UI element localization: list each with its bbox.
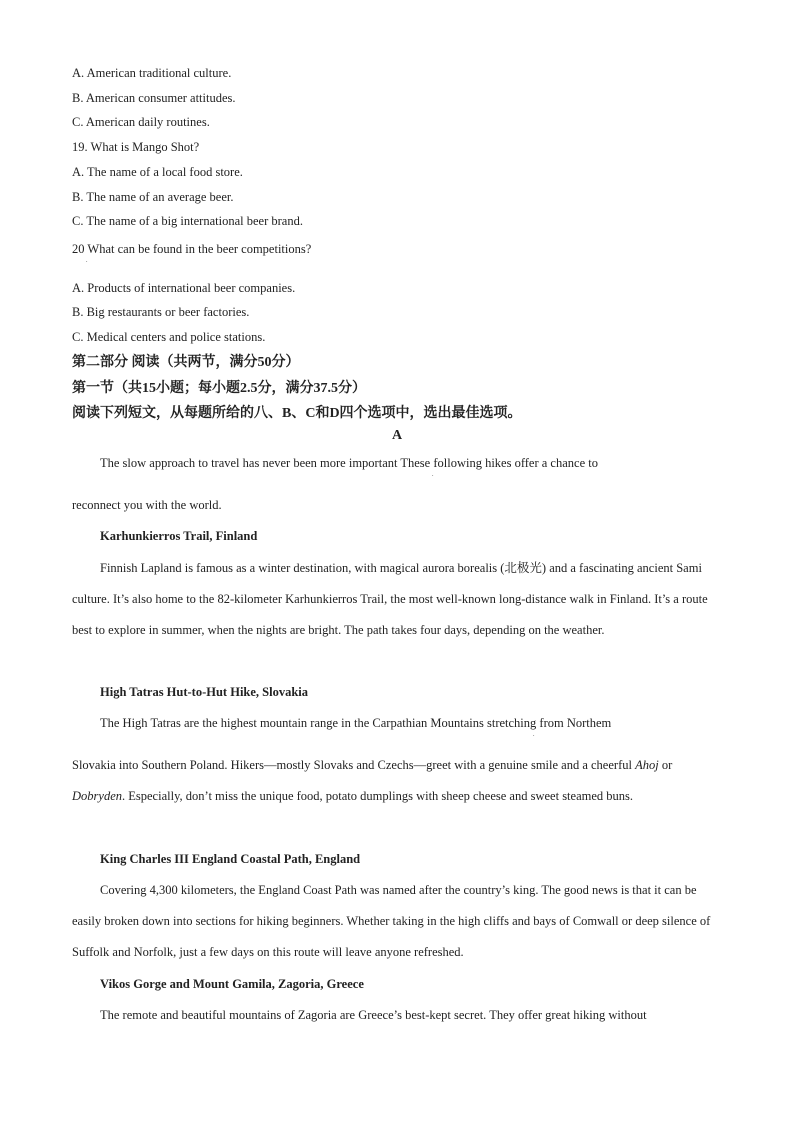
option-b-prev: B. American consumer attitudes. — [72, 91, 236, 105]
option-c-prev: C. American daily routines. — [72, 115, 210, 129]
section-subtitle: 第一节（共15小题；每小题2.5分，满分37.5分） — [72, 381, 366, 396]
trail-title-greece: Vikos Gorge and Mount Gamila, Zagoria, Greece — [100, 977, 364, 991]
trail-paragraph: Finnish Lapland is famous as a winter destination, with magical aurora borealis (北极光) and a fascinating ancient Sami culture. It’s also home to the 82-kilometer Karhunkierros Trail, the most well-known long-distance walk in Finland. It’s a route best to explore in summer, when the nights are bright. The path takes four days, depending on the weather. — [72, 561, 708, 637]
passage-label: A — [391, 428, 403, 443]
question-19: 19. What is Mango Shot? — [72, 140, 200, 154]
greeting-ahoj: Ahoj — [635, 758, 659, 772]
q19-option-c: C. The name of a big international beer brand. — [72, 214, 303, 228]
trail-paragraph: The remote and beautiful mountains of Zagoria are Greece’s best-kept secret. They offer great hiking without — [100, 1008, 647, 1022]
part-title: 第二部分 阅读（共两节，满分50分） — [72, 355, 300, 370]
trail-text-slovakia-line1: The High Tatras are the highest mountain range in the Carpathian Mountains stretching from Northem — [100, 716, 612, 730]
q20-option-b: B. Big restaurants or beer factories. — [72, 305, 250, 319]
trail-title-slovakia: High Tatras Hut-to-Hut Hike, Slovakia — [100, 685, 309, 699]
question-20: 20 What can be found in the beer competitions? — [72, 242, 312, 256]
punctuation-dot: . — [533, 732, 535, 738]
trail-title-finland: Karhunkierros Trail, Finland — [100, 529, 258, 543]
trail-text-greece — [72, 1000, 722, 1031]
or-word: or — [658, 758, 673, 772]
punctuation-dot: . — [432, 472, 434, 478]
q20-option-a: A. Products of international beer companies. — [72, 281, 296, 295]
passage-intro-line2: reconnect you with the world. — [72, 498, 222, 512]
passage-intro-line1: The slow approach to travel has never been more important These following hikes offer a chance to — [100, 456, 598, 470]
trail-paragraph: Covering 4,300 kilometers, the England Coast Path was named after the country’s king. The good news is that it can be easily broken down into sections for hiking beginners. Whether taking in the high cliffs and bays of Comwall or deep silence of Suffolk and Norfolk, just a few days on this route will leave anyone refreshed. — [72, 883, 711, 959]
section-instruction: 阅读下列短文，从每题所给的八、B、C和D四个选项中，选出最佳选项。 — [72, 406, 522, 421]
trail-paragraph-b: . Especially, don’t miss the unique food, potato dumplings with sheep cheese and sweet steamed buns. — [122, 789, 634, 803]
trail-text-slovakia — [72, 750, 722, 812]
trail-paragraph-a: Slovakia into Southern Poland. Hikers—mostly Slovaks and Czechs—greet with a genuine smile and a cheerful — [72, 758, 636, 772]
q19-option-a: A. The name of a local food store. — [72, 165, 243, 179]
q20-option-c: C. Medical centers and police stations. — [72, 330, 266, 344]
q19-option-b: B. The name of an average beer. — [72, 190, 234, 204]
greeting-dobryden: Dobryden — [72, 789, 122, 803]
punctuation-dot: . — [86, 258, 88, 264]
trail-text-england — [72, 875, 722, 968]
trail-text-finland — [72, 553, 722, 646]
option-a-prev: A. American traditional culture. — [72, 66, 232, 80]
trail-title-england: King Charles III England Coastal Path, England — [100, 852, 361, 866]
